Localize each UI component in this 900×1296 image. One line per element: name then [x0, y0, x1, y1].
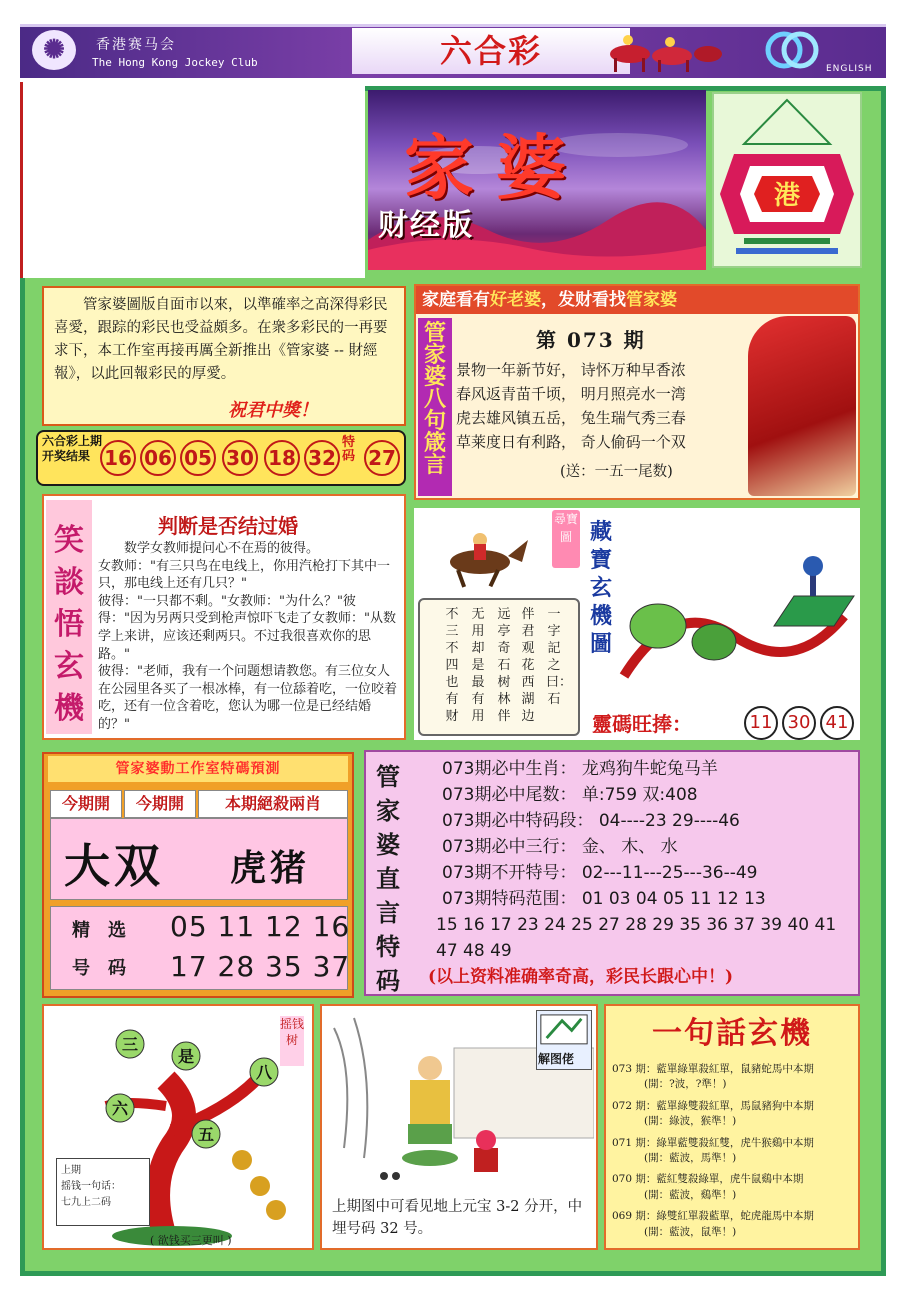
numbers-row: 05 11 12 16 — [170, 910, 351, 943]
poem-line: 虎去雄风镇五岳， 兔生瑞气秀三春 — [456, 409, 686, 427]
prediction-line: 073期必中尾数： 单:759 双:408 — [442, 785, 698, 805]
tree-tag: 摇钱树 — [280, 1016, 304, 1066]
prediction-line: 073期必中生肖： 龙鸡狗牛蛇兔马羊 — [442, 759, 718, 779]
kill-value: 虎猪 — [230, 847, 311, 889]
bride-picture — [748, 316, 856, 496]
prediction-line: 073期特码范围： 01 03 04 05 11 12 13 — [442, 889, 766, 909]
intro-wish: 祝君中獎！ — [228, 400, 318, 421]
phrase-item — [612, 1209, 858, 1240]
poem-issue: 第 073 期 — [536, 328, 646, 352]
phrase-item — [612, 1136, 858, 1167]
numbers-label: 精选 — [72, 920, 144, 941]
intro-box — [42, 286, 406, 426]
tree-note-line: 七九上二码 — [61, 1197, 111, 1208]
poem-line: 草莱度日有利路， 奇人偷码一个双 — [456, 433, 686, 451]
phrase-line: 071 期：綠單藍雙殺紅雙，虎牛猴鷄中本期 — [612, 1136, 814, 1149]
draw-ball: 30 — [222, 440, 258, 476]
numbers-row: 17 28 35 37 — [170, 950, 351, 983]
phrase-item — [612, 1099, 858, 1130]
phrase-line: 069 期：綠雙紅單殺藍單，蛇虎龍馬中本期 — [612, 1210, 814, 1223]
picture-caption: 上期图中可看见地上元宝 3-2 分开，中埋号码 32 号。 — [332, 1199, 583, 1237]
slogan-part: ，发财看找 — [541, 290, 626, 310]
banner-subtitle: 财经版 — [378, 208, 474, 243]
poem-slogan — [416, 286, 858, 314]
clue-column: 远亭奇石树林伴 — [497, 607, 511, 724]
english-link-icon[interactable] — [764, 30, 820, 70]
joke-paragraph: 数学女教师提问心不在焉的彼得。 — [98, 541, 320, 556]
slogan-part: 家庭看有 — [422, 290, 490, 310]
racing-horses-icon — [600, 28, 724, 74]
draw-ball: 18 — [264, 440, 300, 476]
draw-ball: 32 — [304, 440, 340, 476]
tree-ball: 八 — [255, 1063, 273, 1082]
phrase-title: 一句話玄機 — [652, 1016, 812, 1051]
clue-column: 伴君观花西湖边 — [521, 607, 535, 724]
prediction-side-title: 管家婆直言特码 — [376, 762, 400, 995]
prediction-line: 073期必中特码段： 04----23 29----46 — [442, 811, 740, 831]
clue-column: 一字記之曰：石 — [546, 607, 573, 707]
tree-ball: 五 — [197, 1125, 215, 1144]
intro-text: 管家婆圖版自面市以來，以準確率之高深得彩民喜愛，跟踪的彩民也受益頗多。在衆多彩民的一再要求下，本工作室再接再厲全新推出《管家婆 -- 財經報》，以此回報彩民的厚愛。 — [54, 297, 388, 382]
phrase-item — [612, 1062, 858, 1093]
prediction-line: 073期必中三行： 金、 木、 水 — [442, 837, 678, 857]
special-ball: 27 — [364, 440, 400, 476]
lucky-number: 11 — [744, 706, 778, 740]
poem-line: 景物一年新节好， 诗怀万种早香浓 — [456, 361, 686, 379]
banner-title: 家婆 — [404, 126, 588, 209]
last-draw-label: 六合彩上期开奖结果 — [42, 434, 103, 463]
joke-paragraph: 彼得："一只都不剩。"女教师："为什么？"彼得："因为另两只受到枪声惊吓飞走了女教师："从数学上来讲，应该还剩两只。不过我很喜欢你的思路。" — [98, 593, 396, 662]
tree-note-line: 上期 — [61, 1165, 81, 1176]
phrase-result: (開：?波，?準！) — [644, 1078, 727, 1091]
tree-note — [56, 1158, 150, 1226]
phrase-line: 070 期：藍紅雙殺綠單，虎牛鼠鷄中本期 — [612, 1173, 804, 1186]
prediction-lines — [442, 756, 852, 912]
hkjc-logo-icon[interactable]: ✺ — [32, 30, 76, 70]
lantern-icon — [714, 94, 860, 266]
prediction-range: 15 16 17 23 24 25 27 28 29 35 36 37 39 40 41 47 48 49 — [436, 915, 837, 961]
phrase-result: (開：藍波，馬準！) — [644, 1152, 737, 1165]
clue-column: 无用却是最有用 — [471, 607, 485, 724]
org-name-cn: 香港赛马会 — [96, 37, 176, 53]
horse-rider-icon — [426, 526, 534, 592]
tree-ball: 是 — [177, 1047, 195, 1066]
prediction-line: 073期不开特号： 02---11---25---36--49 — [442, 863, 758, 883]
english-link[interactable]: ENGLISH — [826, 64, 873, 74]
slogan-highlight: 好老婆 — [490, 290, 541, 310]
tree-ball: 三 — [121, 1035, 139, 1054]
phrase-result: (開：藍波，鼠準！) — [644, 1225, 737, 1238]
treasure-title: 藏寶玄機圖 — [589, 519, 612, 657]
draw-ball: 06 — [140, 440, 176, 476]
game-title: 六合彩 — [352, 28, 630, 74]
org-name-en: The Hong Kong Jockey Club — [92, 56, 258, 69]
phrase-result: (開：綠波，猴準！) — [644, 1115, 737, 1128]
prediction-footer: (以上资料准确率奇高，彩民长跟心中！) — [428, 967, 734, 987]
tree-ball: 六 — [111, 1099, 129, 1118]
lucky-number: 41 — [820, 706, 854, 740]
lucky-label: 靈碼旺捧： — [592, 712, 692, 736]
treasure-tag: 尋寶圖 — [552, 510, 580, 568]
phrase-result: (開：藍波，鷄準！) — [644, 1188, 737, 1201]
numbers-label: 号码 — [72, 958, 144, 979]
special-col-header: 本期絕殺兩肖 — [198, 790, 348, 818]
lucky-number: 30 — [782, 706, 816, 740]
phrase-line: 072 期：藍單綠雙殺紅單，馬鼠豬狗中本期 — [612, 1099, 814, 1112]
special-label: 特码 — [342, 435, 356, 464]
joke-side-title: 笑談悟玄機 — [46, 500, 92, 734]
joke-body — [98, 540, 398, 734]
lantern-picture — [712, 92, 862, 268]
slogan-highlight: 管家婆 — [626, 290, 677, 310]
blank-area — [20, 82, 365, 278]
phrase-line: 073 期：藍單綠單殺紅單，鼠豬蛇馬中本期 — [612, 1063, 814, 1075]
phrase-list — [612, 1062, 858, 1246]
joke-title: 判断是否结过婚 — [158, 514, 298, 538]
joke-paragraph: 女教师："有三只鸟在电线上，你用汽枪打下其中一只，那电线上还有几只？" — [98, 558, 390, 592]
riddle-solver-label: 解图佬 — [538, 1052, 575, 1066]
draw-ball: 05 — [180, 440, 216, 476]
phrase-item — [612, 1172, 858, 1203]
treasure-map-picture — [614, 556, 858, 696]
tree-note-line: 摇钱一句话： — [61, 1181, 121, 1192]
clue-column: 不三不四也有财 — [445, 607, 459, 724]
poem-lines — [456, 358, 752, 454]
poem-side-title: 管家婆八句箴言 — [418, 318, 452, 496]
pick-value: 大双 — [64, 839, 164, 893]
special-col-header: 今期開 — [50, 790, 122, 818]
draw-ball: 16 — [100, 440, 136, 476]
joke-paragraph: 彼得："老师，我有一个问题想请教您。有三位女人在公园里各买了一根冰棒，有一位舔着吃，一位咬着吃，还有一位含着吃，您认为哪一位是已经结婚的？" — [98, 664, 398, 732]
tree-caption: ( 欲钱买三更叫 ) — [150, 1234, 232, 1247]
special-col-header: 今期開 — [124, 790, 196, 818]
poem-note: (送：一五一尾数) — [560, 464, 673, 480]
poem-line: 春风返青苗千顷， 明月照亮水一湾 — [456, 385, 686, 403]
lantern-char: 港 — [773, 181, 801, 211]
special-heading: 管家婆動工作室特碼預測 — [48, 756, 348, 782]
